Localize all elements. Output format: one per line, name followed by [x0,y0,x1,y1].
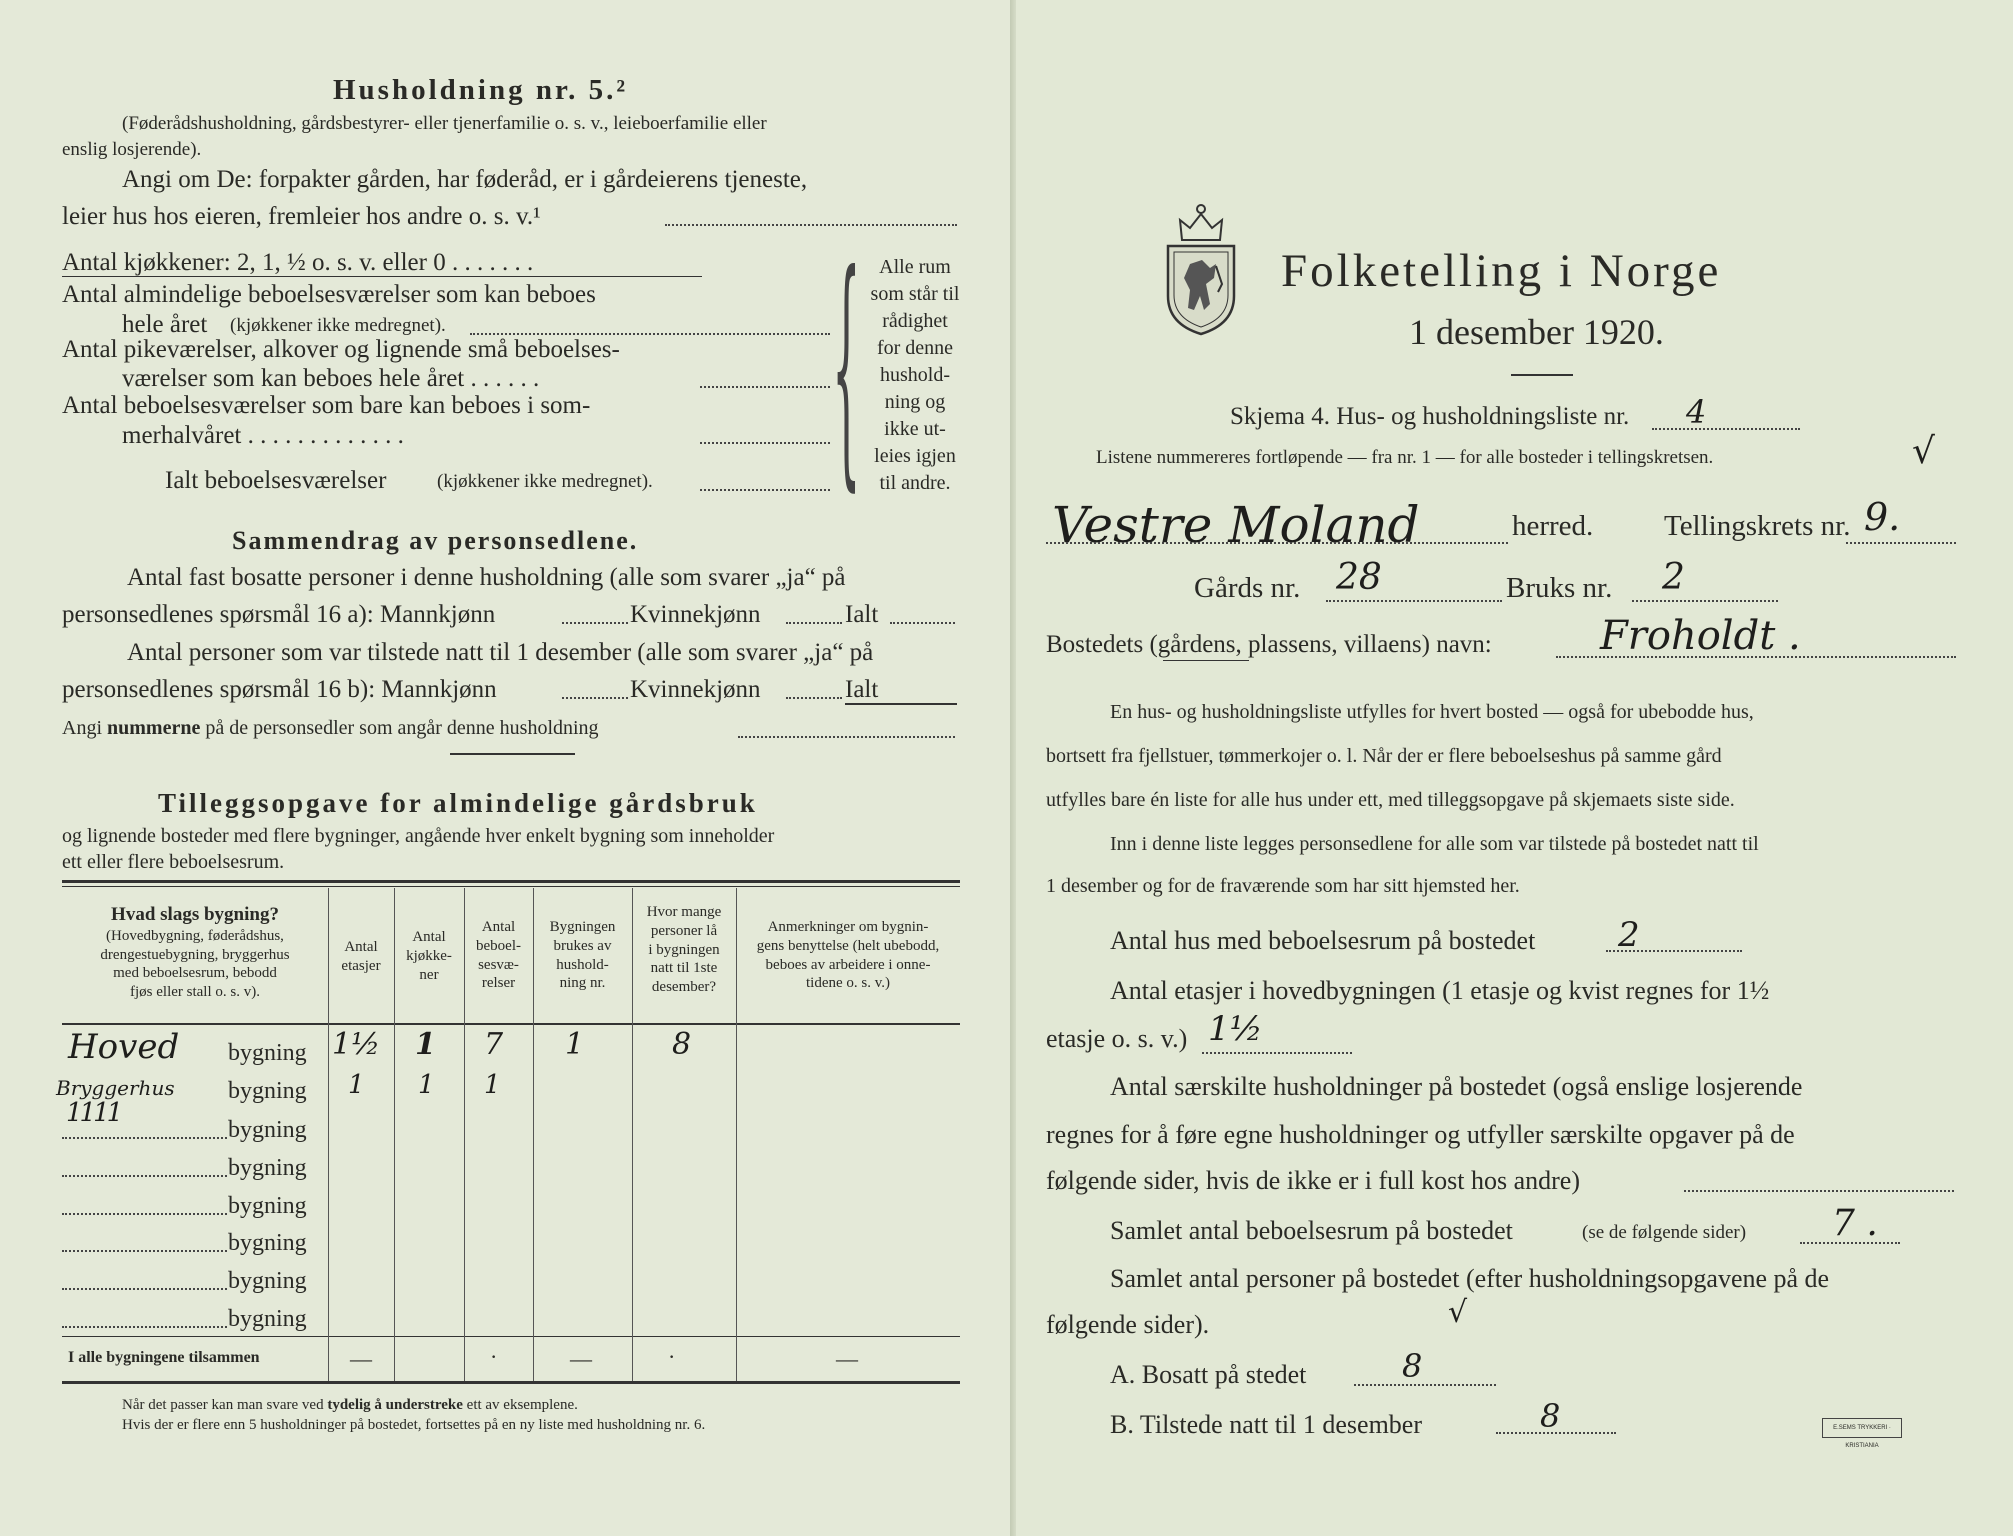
header-line: Antal [481,919,516,935]
header-line: desember? [651,979,717,995]
header-line: Antal [412,929,446,945]
row-word: bygning [228,1155,307,1181]
total-rooms-note-right: (se de følgende sider) [1582,1222,1747,1243]
census-date: 1 desember 1920. [1409,312,1664,352]
row-name-line [62,1288,227,1290]
present-value: 8 [1540,1397,1561,1435]
summary-line-2a: personsedlenes spørsmål 16 a): Mannkjønn [62,601,496,628]
present-women-field [786,697,842,699]
header-line: tidene o. s. v.) [805,975,890,992]
header-line: sesvæ- [478,956,519,973]
coat-of-arms-icon [1160,200,1242,338]
schema-number: 4 [1686,393,1707,431]
section-divider [450,753,575,755]
floors-label-1: Antal etasjer i hovedbygningen (1 etasje og kvist regnes for 1½ [1110,976,1770,1005]
footnote-1 [122,1398,578,1413]
gards-label: Gårds nr. [1194,572,1301,604]
side-note-line: ikke ut- [884,418,946,440]
table-top-rule [62,880,960,883]
header-line: beboel- [476,937,521,954]
header-line: fjøs eller stall o. s. v). [130,984,260,1000]
supplement-line-1: og lignende bosteder med flere bygninger, angående hver enkelt bygning som inneholder [62,825,775,847]
header-line: ning nr. [559,975,606,992]
krets-label: Tellingskrets nr. [1664,510,1851,542]
summary-title: Sammendrag av personsedlene. [232,526,639,555]
kitchens-label: Antal kjøkkener: 2, 1, ½ o. s. v. eller 0 . . . . . . . [62,249,534,276]
row-word: bygning [228,1306,307,1332]
bruks-label: Bruks nr. [1506,572,1613,604]
krets-line [1846,542,1956,544]
summer-rooms-label-2: merhalvåret . . . . . . . . . . . . . [122,422,404,449]
side-note-line: som står til [870,283,960,305]
cell-floors: 1 [348,1070,365,1100]
side-note-line: for denne [876,337,954,359]
schema-number-line [1652,428,1800,430]
total-row-label: I alle bygningene tilsammen [68,1349,260,1366]
supplement-line-2: ett eller flere beboelsesrum. [62,851,285,873]
bosted-line [1556,656,1956,658]
households-label-3: følgende sider, hvis de ikke er i full kost hos andre) [1046,1166,1580,1195]
present-total-field [845,703,957,705]
header-line: Antal [344,939,378,955]
total-rooms-answer-line [700,489,830,491]
header-floors [328,938,394,976]
households-line [1684,1190,1954,1192]
gards-number: 28 [1336,557,1382,598]
rooms-label-1: Antal almindelige beboelsesværelser som kan beboes [62,281,596,308]
header-line: ner [419,966,439,983]
herred-label: herred. [1512,510,1594,542]
header-line: (Hovedbygning, føderådshus, [106,927,284,944]
total-rooms-label-right: Samlet antal beboelsesrum på bostedet [1110,1216,1513,1245]
summary-line-2b: Kvinnekjønn [630,601,761,628]
total-persons-label-1: Samlet antal personer på bostedet (efter husholdningsopgavene på de [1110,1264,1830,1293]
header-line: personer lå [650,922,718,939]
total-persons: · [668,1344,676,1369]
row-word: bygning [228,1078,307,1104]
summary-line-3: Antal personer som var tilstede natt til 1 desember (alle som svarer „ja“ på [127,639,874,666]
row-word: bygning [228,1117,307,1143]
gardens-underline [1163,660,1249,661]
gards-line [1326,600,1502,602]
summary-line-5 [62,718,599,738]
row-name-line [62,1213,227,1215]
table-total-rule [62,1336,960,1337]
houses-line [1606,950,1742,952]
present-label: B. Tilstede natt til 1 desember [1110,1410,1422,1439]
row-name-line [62,1137,227,1139]
houses-value: 2 [1618,915,1640,955]
header-line: natt til 1ste [650,960,718,977]
side-note-line: rådighet [882,310,948,332]
header-line: relser [481,975,516,992]
total-rooms-value: 7 . [1832,1203,1878,1244]
floors-value: 1½ [1208,1009,1263,1049]
cell-rooms: 1 [484,1070,501,1100]
schema-label: Skjema 4. Hus- og husholdningsliste nr. [1230,403,1630,430]
paragraph-2a: Inn i denne liste legges personsedlene for alle som var tilstede på bostedet natt til [1110,833,1759,855]
row-word: bygning [228,1193,307,1219]
row-name-line [62,1250,227,1252]
angi-answer-line [665,224,957,226]
row-word: bygning [228,1040,307,1066]
header-line: gens benyttelse (helt ubebodd, [756,937,940,954]
side-note-line: ning og [884,391,946,413]
table-header-rule [62,1023,960,1025]
total-remarks: — [836,1346,858,1371]
present-line [1496,1432,1616,1434]
listene-note: Listene nummereres fortløpende — fra nr. 1 — for alle bosteder i tellingskretsen. [1096,447,1714,468]
summary-line-1: Antal fast bosatte personer i denne husholdning (alle som svarer „ja“ på [127,564,846,591]
maid-rooms-answer-line [700,386,830,388]
kitchens-underline [62,276,702,277]
herred-name: Vestre Moland [1052,496,1420,554]
header-line: brukes av [553,937,612,954]
cell-kitchens: 1 [415,1027,436,1062]
side-note-line: leies igjen [874,445,956,467]
header-line: hushold- [556,956,609,973]
krets-number: 9. [1864,495,1901,539]
footnote-1c: ett av eksemplene. [466,1397,578,1413]
side-note-line: til andre. [879,472,951,494]
households-label-1: Antal særskilte husholdninger på bostedet (også enslige losjerende [1110,1072,1803,1101]
header-remarks [736,918,960,993]
rooms-label-2-note: (kjøkkener ikke medregnet). [230,315,446,336]
summary-line-4a: personsedlenes spørsmål 16 b): Mannkjønn [62,676,497,703]
table-bottom-rule [62,1381,960,1384]
total-household: — [570,1346,592,1371]
row-name-line [62,1326,227,1328]
header-line: beboes av arbeidere i onne- [765,956,931,973]
households-label-2: regnes for å føre egne husholdninger og utfyller særskilte opgaver på de [1046,1120,1795,1149]
right-page [1016,0,2013,1536]
side-note-line: Alle rum [879,256,951,278]
total-persons-label-2: følgende sider). [1046,1310,1210,1339]
header-line: drengestuebygning, bryggerhus [100,946,290,963]
paragraph-1a: En hus- og husholdningsliste utfylles for hvert bosted — også for ubebodde hus, [1110,701,1754,723]
printer-stamp [1822,1418,1902,1449]
household-title: Husholdning nr. 5.² [333,74,629,106]
summary-line-5b: nummerne [107,717,201,739]
header-line: kjøkke- [406,947,452,964]
paragraph-1b: bortsett fra fjellstuer, tømmerkojer o. l. Når der er flere beboelseshus på samme gård [1046,745,1722,767]
cell-persons: 8 [672,1027,692,1062]
total-rooms-line [1800,1242,1900,1244]
rooms-answer-line [470,333,830,335]
footnote-1a: Når det passer kan man svare ved [122,1397,324,1413]
resident-value: 8 [1402,1347,1423,1385]
cell-rooms: 7 [484,1027,504,1062]
header-rooms [464,918,533,993]
header-line: Anmerkninger om bygnin- [767,919,929,935]
header-line: etasjer [341,957,381,974]
row-mark: 1111 [66,1098,121,1128]
header-line: Hvad slags bygning? [111,904,279,925]
side-note-line: hushold- [880,364,950,386]
header-kitchens [394,928,464,984]
table-top-rule-2 [62,886,960,887]
row-word: bygning [228,1268,307,1294]
bosted-label: Bostedets (gårdens, plassens, villaens) navn: [1046,631,1492,658]
header-persons [632,903,736,997]
cell-household: 1 [565,1027,585,1062]
bruks-line [1632,600,1778,602]
angi-line-2: leier hus hos eieren, fremleier hos andre o. s. v.¹ [62,203,541,230]
total-rooms-note: (kjøkkener ikke medregnet). [437,471,653,492]
header-building-type [62,903,328,1002]
building-name: Bryggerhus [56,1076,175,1100]
header-line: Hvor mange [646,904,722,920]
bruks-number: 2 [1662,557,1685,598]
rooms-brace: { [832,221,861,512]
floors-label-2: etasje o. s. v.) [1046,1024,1188,1053]
row-name-line [62,1175,227,1177]
total-floors: — [350,1346,372,1371]
resident-men-field [562,622,628,624]
summary-line-4b: Kvinnekjønn [630,676,761,703]
numbers-field [738,736,955,738]
supplement-title: Tilleggsopgave for almindelige gårdsbruk [158,788,758,818]
building-name: Hoved [68,1027,180,1067]
summary-line-5a: Angi [62,717,102,739]
header-line: Bygningen [549,919,616,935]
maid-rooms-label-1: Antal pikeværelser, alkover og lignende små beboelses- [62,336,620,363]
summer-rooms-answer-line [700,442,830,444]
persons-check-mark: √ [1448,1295,1468,1330]
resident-total-field [890,622,955,624]
paragraph-2b: 1 desember og for de fraværende som har sitt hjemsted her. [1046,875,1520,897]
summer-rooms-label-1: Antal beboelsesværelser som bare kan beboes i som- [62,392,591,419]
household-intro-2: enslig losjerende). [62,139,202,160]
floors-line [1202,1052,1352,1054]
row-word: bygning [228,1230,307,1256]
present-men-field [562,697,628,699]
title-divider [1511,374,1573,376]
cell-kitchens: 1 [418,1070,435,1100]
header-line: i bygningen [648,941,720,958]
header-line: med beboelsesrum, bebodd [113,965,277,982]
summary-line-2c: Ialt [845,601,879,628]
summary-line-4c: Ialt [845,676,879,703]
summary-line-5c: på de personsedler som angår denne husholdning [205,717,599,739]
total-rooms-label: Ialt beboelsesværelser [165,467,387,494]
maid-rooms-label-2: værelser som kan beboes hele året . . . . . . [122,365,540,392]
cell-floors: 1½ [332,1027,381,1062]
angi-line-1: Angi om De: forpakter gården, har føderåd, er i gårdeierens tjeneste, [122,166,808,193]
total-kitchens: · [490,1344,498,1369]
herred-line [1046,542,1508,544]
bosted-name: Froholdt . [1600,613,1801,659]
resident-women-field [786,622,842,624]
check-mark: √ [1912,431,1935,472]
resident-label: A. Bosatt på stedet [1110,1360,1307,1389]
household-intro-1: (Føderådshusholdning, gårdsbestyrer- eller tjenerfamilie o. s. v., leieboerfamilie eller [122,113,767,134]
paragraph-1c: utfylles bare én liste for alle hus under ett, med tilleggsopgave på skjemaets siste side. [1046,789,1735,811]
rooms-side-note [860,254,970,497]
resident-line [1354,1384,1496,1386]
footnote-1b: tydelig å understreke [327,1397,463,1413]
printer-stamp-text: E.SEMS TRYKKERI · KRISTIANIA [1833,1425,1891,1449]
header-household-no [533,918,632,993]
rooms-label-2: hele året [122,311,208,338]
census-title: Folketelling i Norge [1281,245,1722,297]
footnote-2: Hvis der er flere enn 5 husholdninger på bostedet, fortsettes på en ny liste med husholdning nr. 6. [122,1417,706,1433]
houses-label: Antal hus med beboelsesrum på bostedet [1110,926,1536,955]
